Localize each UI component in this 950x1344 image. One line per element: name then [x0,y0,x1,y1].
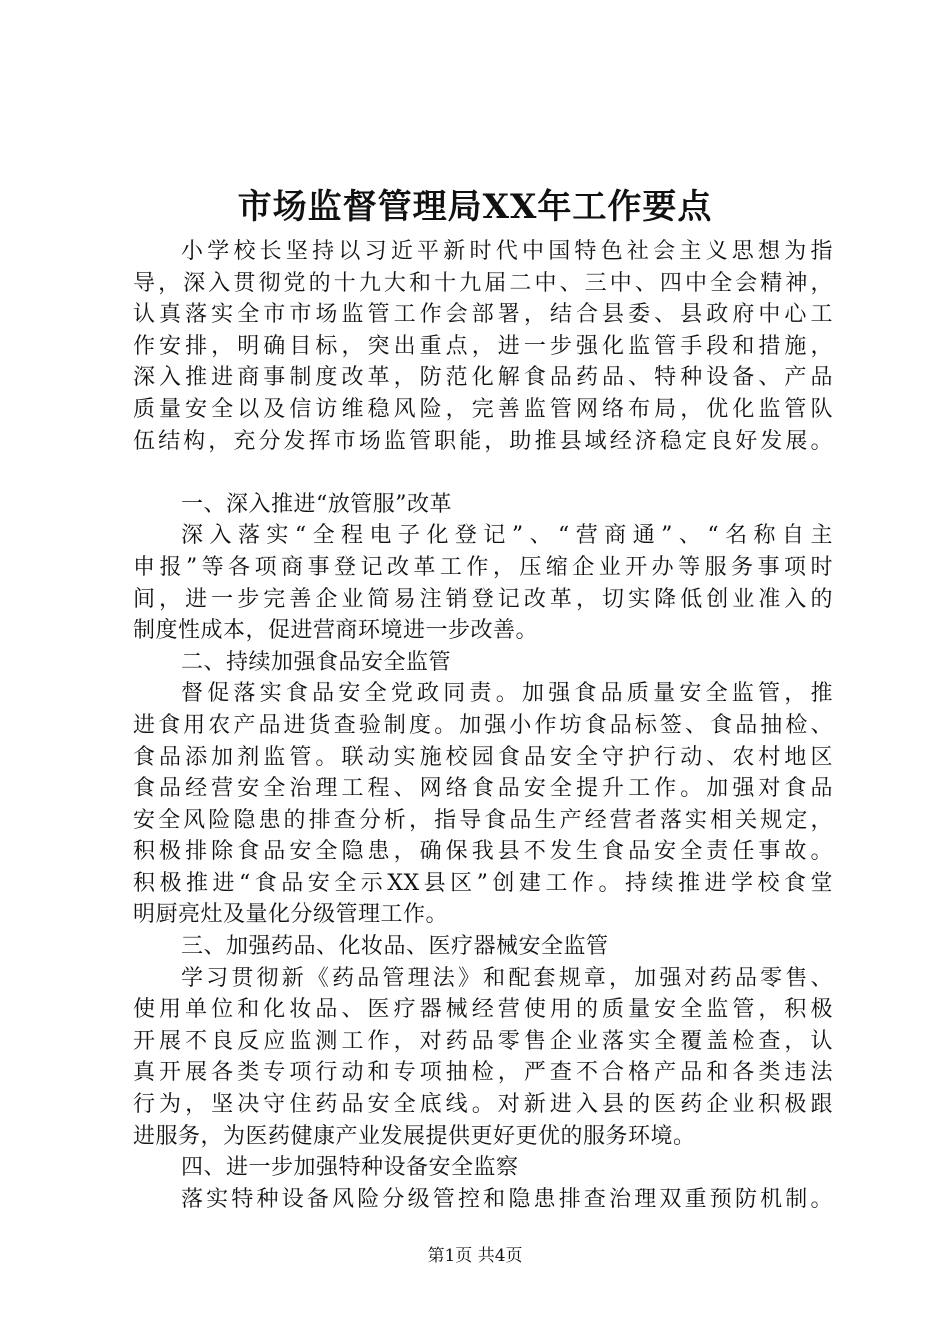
section-heading: 一、深入推进“放管服”改革 [181,491,452,517]
paragraph-line: 学习贯彻新《药品管理法》和配套规章，加强对药品零售、 [181,965,833,991]
paragraph-line: 进食用农产品进货查验制度。加强小作坊食品标签、食品抽检、 [133,712,833,738]
paragraph-line: 真开展各类专项行动和专项抽检，严查不合格产品和各类违法 [133,1060,833,1086]
page-footer: 第1页 共4页 [427,1246,523,1266]
paragraph-line: 导，深入贯彻党的十九大和十九届二中、三中、四中全会精神， [133,270,833,296]
paragraph-line: 申报”等各项商事登记改革工作，压缩企业开办等服务事项时 [133,554,833,580]
document-title: 市场监督管理局XX年工作要点 [237,187,713,227]
paragraph-line: 深入落实“全程电子化登记”、“营商通”、“名称自主 [181,523,833,549]
section-heading: 四、进一步加强特种设备安全监察 [181,1155,519,1181]
paragraph-line: 质量安全以及信访维稳风险，完善监管网络布局，优化监管队 [133,396,833,422]
paragraph-line: 使用单位和化妆品、医疗器械经营使用的质量安全监管，积极 [133,997,833,1023]
paragraph-line: 认真落实全市市场监管工作会部署，结合县委、县政府中心工 [133,302,833,328]
paragraph-line: 督促落实食品安全党政同责。加强食品质量安全监管，推 [181,681,833,707]
paragraph-gap [133,457,833,489]
paragraph-line: 作安排，明确目标，突出重点，进一步强化监管手段和措施， [133,333,833,359]
document-body [133,236,833,1215]
paragraph-line: 进服务，为医药健康产业发展提供更好更优的服务环境。 [133,1123,696,1149]
paragraph-line: 小学校长坚持以习近平新时代中国特色社会主义思想为指 [181,239,833,264]
paragraph-line: 伍结构，充分发挥市场监管职能，助推县域经济稳定良好发展。 [133,428,833,454]
paragraph-line: 开展不良反应监测工作，对药品零售企业落实全覆盖检查，认 [133,1028,833,1054]
paragraph-line: 间，进一步完善企业简易注销登记改革，切实降低创业准入的 [133,586,833,612]
paragraph-line: 积极排除食品安全隐患，确保我县不发生食品安全责任事故。 [133,839,833,865]
paragraph-line: 食品经营安全治理工程、网络食品安全提升工作。加强对食品 [133,776,833,802]
paragraph-line: 制度性成本，促进营商环境进一步改善。 [133,618,539,644]
paragraph-line: 明厨亮灶及量化分级管理工作。 [133,902,449,928]
paragraph-line: 深入推进商事制度改革，防范化解食品药品、特种设备、产品 [133,365,833,391]
section-heading: 三、加强药品、化妆品、医疗器械安全监管 [181,934,609,960]
paragraph-line: 行为，坚决守住药品安全底线。对新进入县的医药企业积极跟 [133,1092,833,1118]
paragraph-line: 安全风险隐患的排查分析，指导食品生产经营者落实相关规定， [133,807,833,833]
paragraph-line: 积极推进“食品安全示XX县区”创建工作。持续推进学校食堂 [133,870,833,896]
paragraph-line: 落实特种设备风险分级管控和隐患排查治理双重预防机制。 [181,1186,833,1212]
section-heading: 二、持续加强食品安全监管 [181,649,452,675]
paragraph-line: 食品添加剂监管。联动实施校园食品安全守护行动、农村地区 [133,744,833,770]
